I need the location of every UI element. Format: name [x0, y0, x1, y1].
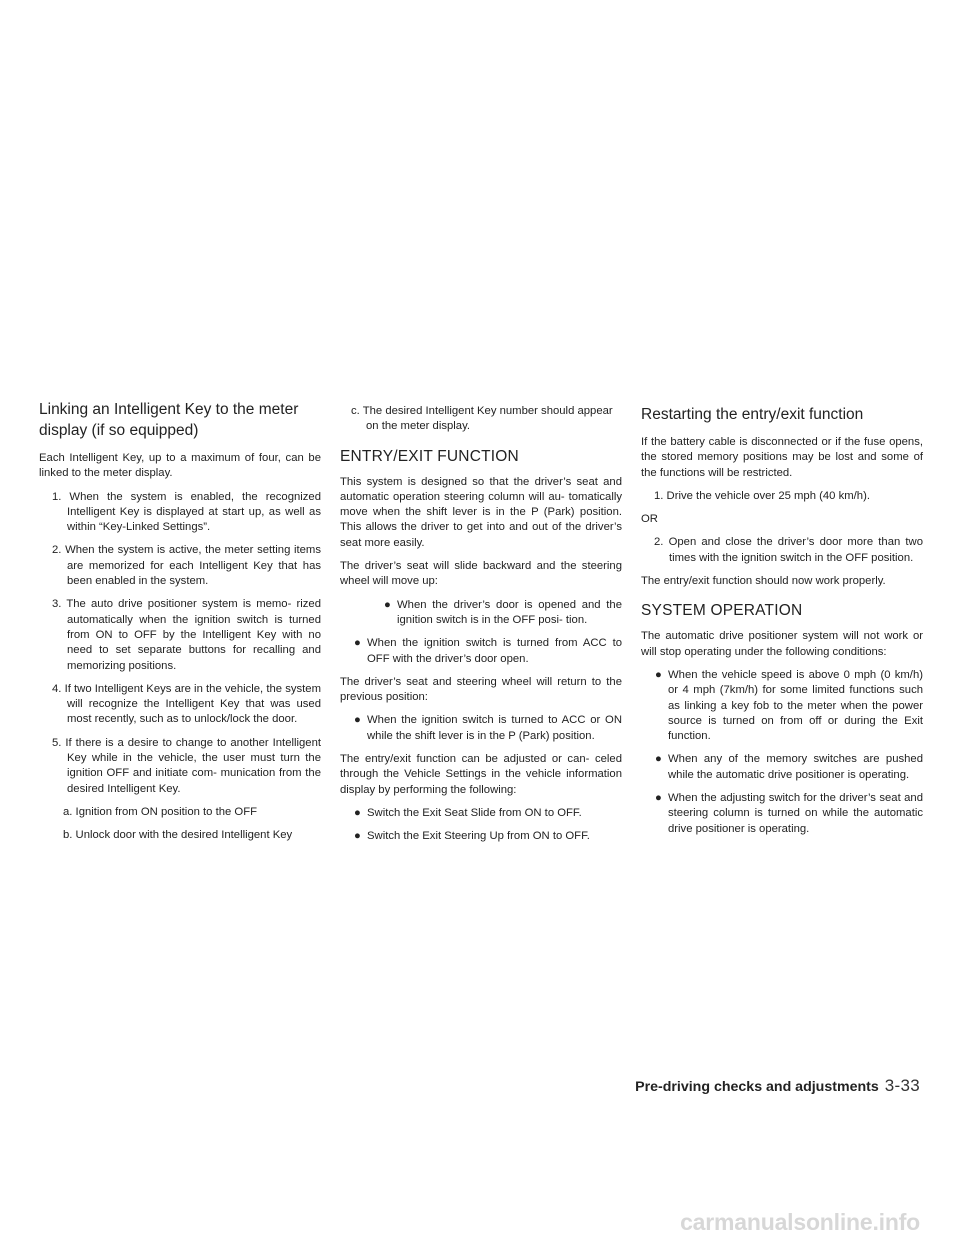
paragraph-linking-intro: Each Intelligent Key, up to a maximum of four, can be linked to the meter display.	[39, 452, 321, 480]
bullet-text: When the adjusting switch for the driver’s seat and steering column is turned on while the automatic drive positioner is operating.	[668, 792, 923, 835]
bullet-icon: ●	[655, 668, 662, 681]
bullet-item	[655, 752, 923, 783]
bullet-text: When the driver’s door is opened and the ignition switch is in the OFF posi- tion.	[397, 598, 622, 626]
paragraph-system-operation: The automatic drive positioner system will not work or will stop operating under the following conditions:	[641, 630, 923, 658]
bullet-icon: ●	[655, 753, 662, 766]
watermark: carmanualsonline.info	[680, 1209, 920, 1235]
heading-restarting: Restarting the entry/exit function	[641, 406, 864, 423]
paragraph-entry-exit-2: The driver’s seat will slide backward and the steering wheel will move up:	[340, 560, 622, 588]
bullet-text: Switch the Exit Seat Slide from ON to OFF.	[367, 806, 582, 819]
bullet-item	[655, 791, 923, 837]
numbered-item-3: 3. The auto drive positioner system is memo- rized automatically when the ignition switch is turned from ON to OFF by the Intelligent Key with no need to set separate buttons for recalling and memorizing positions.	[52, 598, 321, 672]
heading-linking-key: Linking an Intelligent Key to the meter display (if so equipped)	[39, 401, 299, 439]
bullet-item	[354, 636, 622, 667]
bullet-icon: ●	[384, 598, 391, 611]
page-footer	[560, 1076, 920, 1096]
sub-item-c: c. The desired Intelligent Key number should appear on the meter display.	[351, 405, 613, 433]
numbered-item-2: 2. Open and close the driver’s door more than two times with the ignition switch in the OFF position.	[654, 536, 923, 564]
paragraph-entry-exit-1: This system is designed so that the driver’s seat and automatic operation steering column will au- tomatically move when the shift lever is in the P (Park) position. This allows the driver to get into and out of the driver’s seat more easily.	[340, 475, 622, 549]
bullet-item	[354, 829, 622, 844]
bullet-text: Switch the Exit Steering Up from ON to OFF.	[367, 830, 590, 843]
bullet-text: When any of the memory switches are pushed while the automatic drive positioner is operating.	[668, 753, 923, 781]
heading-system-operation: SYSTEM OPERATION	[641, 602, 803, 620]
sub-item-b: b. Unlock door with the desired Intelligent Key	[63, 829, 293, 842]
or-label: OR	[641, 513, 658, 526]
footer-section-title: Pre-driving checks and adjustments	[635, 1079, 879, 1095]
column-middle	[340, 404, 622, 853]
bullet-text: When the ignition switch is turned from ACC to OFF with the driver’s door open.	[367, 637, 622, 665]
page-number: 3-33	[884, 1076, 920, 1095]
bullet-text: When the vehicle speed is above 0 mph (0 km/h) or 4 mph (7km/h) for some limited functions such as linking a key fob to the meter when the power source is turned on from off or during the Exit function.	[668, 668, 923, 743]
bullet-text: When the ignition switch is turned to ACC or ON while the shift lever is in the P (Park) position.	[367, 714, 622, 742]
paragraph-entry-exit-3: The driver’s seat and steering wheel will return to the previous position:	[340, 675, 622, 704]
numbered-item-1: 1. Drive the vehicle over 25 mph (40 km/h).	[654, 489, 870, 502]
paragraph-restarting-1: If the battery cable is disconnected or if the fuse opens, the stored memory positions may be lost and some of the functions will be restricted.	[641, 436, 923, 479]
bullet-item	[384, 598, 622, 629]
bullet-icon: ●	[655, 792, 662, 805]
column-right	[641, 404, 923, 845]
bullet-item	[354, 806, 622, 821]
bullet-item	[354, 713, 622, 744]
bullet-icon: ●	[354, 714, 361, 727]
numbered-item-1: 1. When the system is enabled, the recognized Intelligent Key is displayed at start up, as well as within “Key-Linked Settings”.	[52, 490, 321, 534]
paragraph-entry-exit-4: The entry/exit function can be adjusted or can- celed through the Vehicle Settings in the vehicle information display by performing the following:	[340, 753, 622, 796]
numbered-item-2: 2. When the system is active, the meter setting items are memorized for each Intelligent Key that has been enabled in the system.	[52, 544, 321, 588]
numbered-item-4: 4. If two Intelligent Keys are in the vehicle, the system will recognize the Intelligent Key that was used most recently, such as to unlock/lock the door.	[52, 682, 321, 726]
bullet-icon: ●	[354, 637, 361, 650]
bullet-icon: ●	[354, 806, 361, 819]
sub-item-a: a. Ignition from ON position to the OFF	[63, 805, 258, 818]
heading-entry-exit: ENTRY/EXIT FUNCTION	[340, 447, 519, 465]
bullet-icon: ●	[354, 830, 361, 843]
bullet-item	[655, 668, 923, 744]
numbered-item-5: 5. If there is a desire to change to another Intelligent Key while in the vehicle, the user must turn the ignition OFF and initiate com- munication from the desired Intelligent Key.	[52, 736, 321, 795]
paragraph-restarting-2: The entry/exit function should now work properly.	[641, 575, 886, 588]
column-left	[39, 399, 321, 852]
